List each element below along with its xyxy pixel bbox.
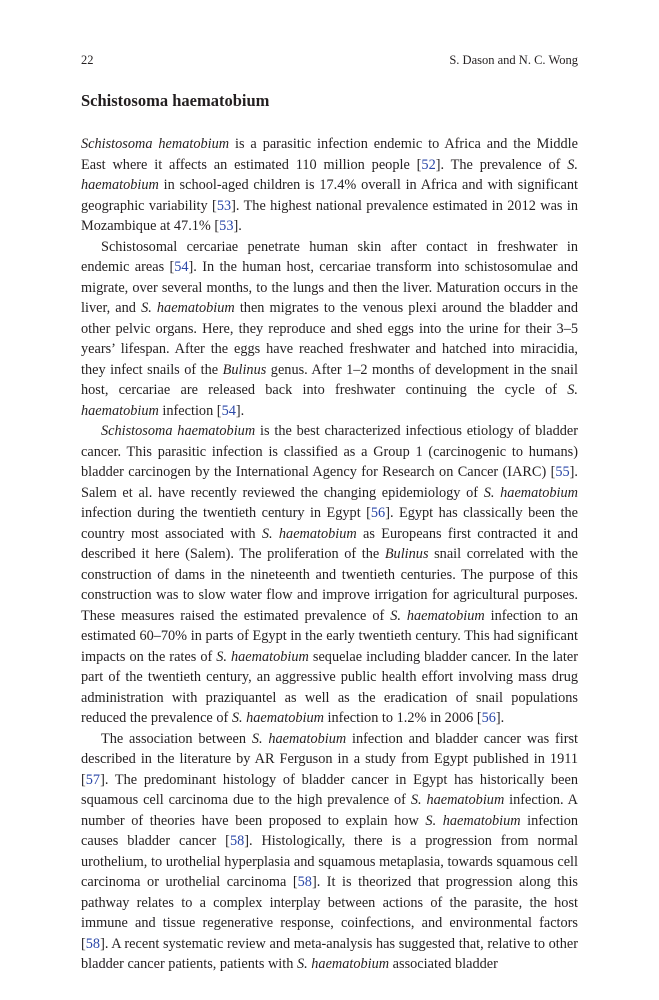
text-run: infection and bladder cancer was first described in the literature by AR Ferguson in a study from Egypt published in 1911 [ [81,730,578,788]
text-run: ]. [495,710,505,726]
paragraph-2 [81,237,578,422]
page-number: 22 [81,53,94,67]
citation-link[interactable]: 57 [85,771,101,788]
italic-term: Schistosoma hematobium [81,136,230,152]
text-run: Schistosomal cercariae penetrate human skin after contact in freshwater in endemic areas [ [81,238,578,275]
text-run: ]. Egypt has classically been the country most associated with [81,505,578,542]
italic-term: S. haematobium [425,812,521,829]
paragraph-1 [81,134,578,237]
text-run: ]. It is theorized that progression along this pathway relates to a complex interplay between actions of the parasite, the host immune and tissue regenerative response, coinfections, and environmental factors [ [81,874,578,952]
paragraph-3 [81,421,578,729]
italic-term: S. haematobium [296,956,390,972]
text-run: snail correlated with the construction of dams in the nineteenth and twentieth centuries. The purpose of this construction was to slow water flow and improve irrigation for agricultural purposes. These measures raised the estimated prevalence of [81,546,578,624]
text-run: is a parasitic infection endemic to Africa and the Middle East where it affects an estimated 110 million people [ [81,136,578,173]
text-run: ]. The predominant histology of bladder cancer in Egypt has historically been squamous cell carcinoma due to the high prevalence of [81,771,578,808]
citation-link[interactable]: 58 [297,874,312,890]
text-run: infection. A number of theories have been proposed to explain how [81,792,578,829]
italic-term: S. haematobium [251,730,347,747]
text-run: infection during the twentieth century in Egypt [ [81,505,371,521]
text-run: is the best characterized infectious etiology of bladder cancer. This parasitic infection is classified as a Group 1 (carcinogenic to humans) bladder carcinogen by the International Agency for Research on Cancer (IARC) [ [81,423,579,480]
running-head-authors: S. Dason and N. C. Wong [449,53,578,67]
citation-link[interactable]: 56 [370,505,386,521]
citation-link[interactable]: 53 [216,197,232,214]
text-run: ]. Histologically, there is a progression from normal urothelium, to urothelial hyperplasia and squamous metaplasia, towards squamous cell carcinoma or urothelial carcinoma [ [81,833,578,890]
text-run: sequelae including bladder cancer. In the later part of the twentieth century, an aggressive public health effort involving mass drug administration with praziquantel as well as the eradication of snail populations reduced the prevalence of [81,648,578,726]
citation-link[interactable]: 54 [174,259,189,275]
italic-term: S. haematobium [141,300,235,316]
citation-link[interactable]: 52 [421,156,436,173]
text-run: ]. [233,218,242,234]
text-run: ]. A recent systematic review and meta-analysis has suggested that, relative to other bladder cancer patients, patients with [81,935,578,972]
text-run: ]. [235,402,245,419]
citation-link[interactable]: 53 [219,218,234,234]
italic-term: S. haematobium [483,484,578,501]
text-run: infection to 1.2% in 2006 [ [323,710,482,726]
text-run: infection causes bladder cancer [ [81,812,578,849]
text-run: ]. Salem et al. have recently reviewed the changing epidemiology of [81,464,578,501]
paragraph-4 [81,729,578,975]
text-run: ]. In the human host, cercariae transform into schistosomulae and migrate, over several months, to the lungs and then the liver. Maturation occurs in the liver, and [81,259,578,316]
italic-term: Bulinus [222,361,267,378]
text-run: infection [ [158,402,222,419]
text-run: as Europeans first contracted it and described it here (Salem). The proliferation of the [81,525,578,562]
text-run: ]. The highest national prevalence estimated in 2012 was in Mozambique at 47.1% [ [81,197,578,234]
text-run: associated bladder [389,956,498,972]
text-run: ]. The prevalence of [435,156,568,173]
italic-term: S. haematobium [81,156,579,193]
body-text [81,134,578,975]
citation-link[interactable]: 58 [229,833,245,849]
citation-link[interactable]: 55 [555,464,570,480]
italic-term: S. haematobium [216,648,309,665]
italic-term: S. haematobium [231,710,324,726]
italic-term: Schistosoma haematobium [101,423,256,439]
text-run: then migrates to the venous plexi around the bladder and other pelvic organs. Here, they reproduce and shed eggs into the urine for their 3–5 years’ lifespan. After the eggs have reached freshwater and hatched into miracidia, they infect snails of the [81,300,578,378]
italic-term: S. haematobium [81,382,578,419]
text-run: in school-aged children is 17.4% overall in Africa and with significant geographic variability [ [81,177,578,214]
italic-term: Bulinus [384,546,429,562]
text-run: The association between [101,730,252,747]
italic-term: S. haematobium [261,525,357,542]
citation-link[interactable]: 56 [481,710,496,726]
citation-link[interactable]: 58 [85,935,101,952]
italic-term: S. haematobium [390,607,485,624]
italic-term: S. haematobium [410,792,505,808]
text-run: infection to an estimated 60–70% in parts of Egypt in the early twentieth century. This had significant impacts on the rates of [81,607,578,665]
section-heading: Schistosoma haematobium [81,91,270,110]
text-run: genus. After 1–2 months of development in the snail host, cercariae are released back into freshwater continuing the cycle of [81,361,578,398]
citation-link[interactable]: 54 [221,402,236,419]
